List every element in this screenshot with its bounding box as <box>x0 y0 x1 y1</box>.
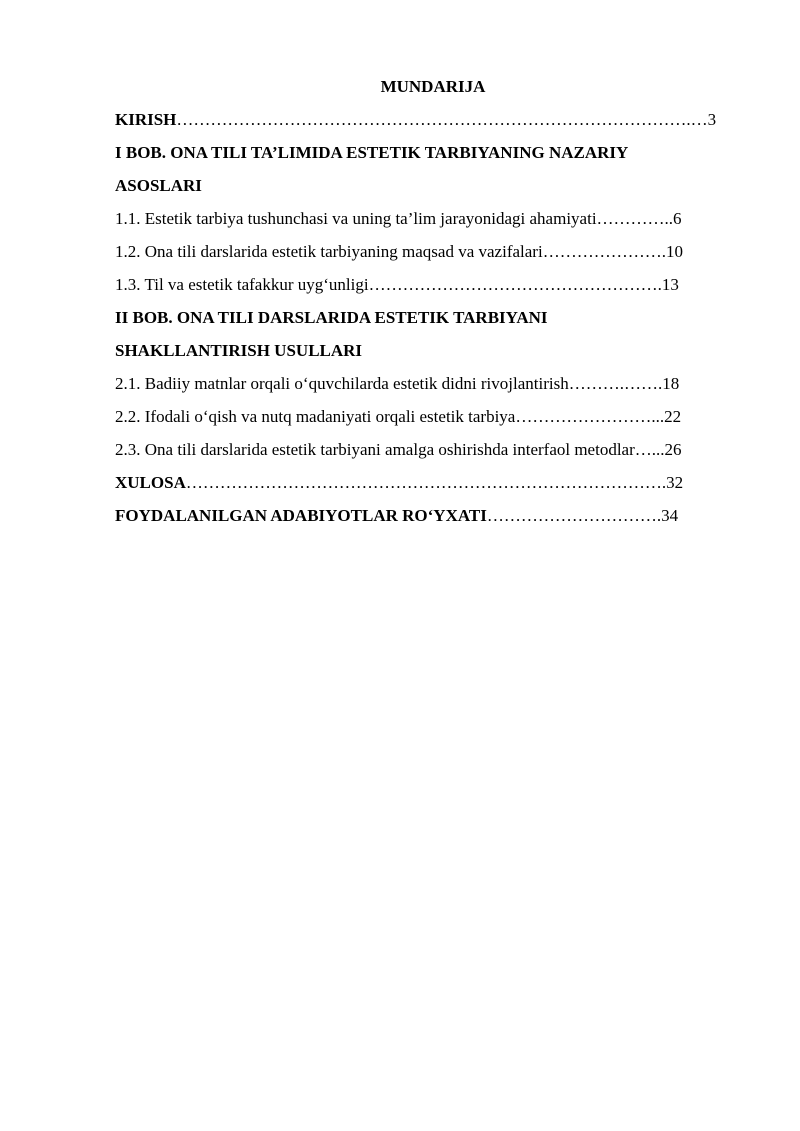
toc-line-chapter-2 <box>115 307 747 329</box>
toc-page-number: 34 <box>661 506 679 525</box>
toc-entry-text: KIRISH <box>115 110 177 129</box>
toc-page-number: 13 <box>661 275 679 294</box>
toc-line-references <box>115 505 747 527</box>
toc-leader-dots: …... <box>634 440 665 459</box>
toc-entry-text: 1.1. Estetik tarbiya tushunchasi va uning ta’lim jarayonidagi ahamiyati <box>115 209 597 228</box>
toc-line-1-2 <box>115 241 747 263</box>
toc-entry-text: XULOSA <box>115 473 186 492</box>
toc-leader-dots: ……………………………………………………………………………….… <box>176 110 708 129</box>
toc-page-number: 10 <box>665 242 683 261</box>
toc-leader-dots: …………………………………………………………………………. <box>185 473 667 492</box>
toc-page-number: 18 <box>662 374 680 393</box>
toc-entry-text: 2.3. Ona tili darslarida estetik tarbiyani amalga oshirishda interfaol metodlar <box>115 440 635 459</box>
toc-line-2-2 <box>115 406 747 428</box>
toc-page-number: 3 <box>707 110 717 129</box>
toc-line-1-3 <box>115 274 747 296</box>
toc-line-2-1 <box>115 373 747 395</box>
toc-line-kirish <box>115 109 747 131</box>
toc-entry-text: 1.3. Til va estetik tafakkur uyg‘unligi <box>115 275 369 294</box>
toc-title: MUNDARIJA <box>380 77 486 96</box>
toc-page-number: 22 <box>664 407 682 426</box>
toc-entry-text: II BOB. ONA TILI DARSLARIDA ESTETIK TARBIYANI <box>115 308 548 327</box>
toc-leader-dots: ………….. <box>596 209 674 228</box>
document-page <box>115 76 747 538</box>
toc-leader-dots: ……….……. <box>568 374 663 393</box>
toc-line-chapter-2-cont <box>115 340 747 362</box>
toc-leader-dots: …………………………. <box>486 506 662 525</box>
toc-entry-text: 2.1. Badiiy matnlar orqali o‘quvchilarda estetik didni rivojlantirish <box>115 374 569 393</box>
toc-page-number: 32 <box>666 473 684 492</box>
toc-line-chapter-1-cont <box>115 175 747 197</box>
toc-leader-dots: ……………………………………………. <box>368 275 662 294</box>
toc-entry-text: SHAKLLANTIRISH USULLARI <box>115 341 363 360</box>
toc-entry-text: I BOB. ONA TILI TA’LIMIDA ESTETIK TARBIYANING NAZARIY <box>115 143 629 162</box>
toc-line-2-3 <box>115 439 747 461</box>
toc-line-xulosa <box>115 472 747 494</box>
toc-entry-text: 1.2. Ona tili darslarida estetik tarbiyaning maqsad va vazifalari <box>115 242 543 261</box>
toc-entry-text: 2.2. Ifodali o‘qish va nutq madaniyati orqali estetik tarbiya <box>115 407 516 426</box>
toc-page-number: 6 <box>673 209 682 228</box>
toc-line-chapter-1 <box>115 142 747 164</box>
toc-line-1-1 <box>115 208 747 230</box>
toc-entry-text: FOYDALANILGAN ADABIYOTLAR RO‘YXATI <box>115 506 487 525</box>
toc-leader-dots: …………………. <box>542 242 666 261</box>
toc-page-number: 26 <box>664 440 682 459</box>
toc-leader-dots: ……………………... <box>515 407 665 426</box>
toc-entry-text: ASOSLARI <box>115 176 202 195</box>
